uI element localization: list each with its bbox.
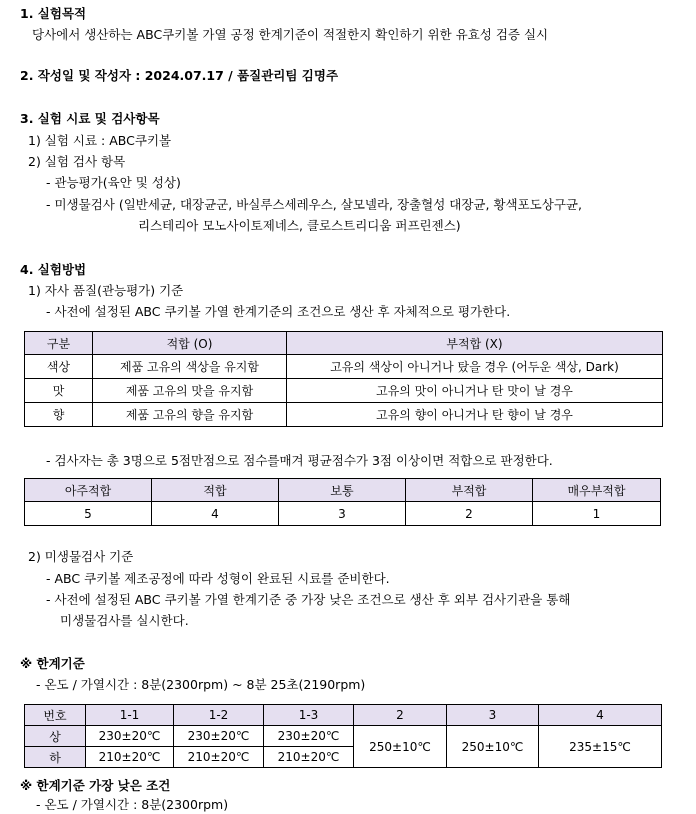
method-1-text: - 사전에 설정된 ABC 쿠키볼 가열 한계기준의 조건으로 생산 후 자체적으로 평가한다. bbox=[46, 304, 511, 319]
method-2-line1: - ABC 쿠키볼 제조공정에 따라 성형이 완료된 시료를 준비한다. bbox=[46, 571, 390, 586]
limit-merged-value: 250±10℃ bbox=[354, 726, 447, 768]
score-header: 적합 bbox=[152, 479, 279, 502]
score-value: 5 bbox=[25, 502, 152, 526]
lowest-heading: ※ 한계기준 가장 낮은 조건 bbox=[20, 778, 171, 793]
limits-table bbox=[24, 704, 662, 768]
table-cell: 제품 고유의 향을 유지함 bbox=[93, 403, 287, 427]
score-header: 보통 bbox=[279, 479, 406, 502]
limits-header: 4 bbox=[539, 705, 662, 726]
table-cell: 향 bbox=[25, 403, 93, 427]
limit-bottom-value: 210±20℃ bbox=[264, 747, 354, 768]
limit-bottom-value: 210±20℃ bbox=[174, 747, 264, 768]
score-header: 아주적합 bbox=[25, 479, 152, 502]
score-table bbox=[24, 478, 661, 526]
row-label-top: 상 bbox=[25, 726, 86, 747]
limits-temp: - 온도 / 가열시간 : 8분(2300rpm) ~ 8분 25초(2190rpm) bbox=[36, 677, 366, 692]
table-cell: 제품 고유의 맛을 유지함 bbox=[93, 379, 287, 403]
limits-header-no: 번호 bbox=[25, 705, 86, 726]
table-cell: 고유의 향이 아니거나 탄 향이 날 경우 bbox=[287, 403, 663, 427]
table-cell: 색상 bbox=[25, 355, 93, 379]
limit-top-value: 230±20℃ bbox=[174, 726, 264, 747]
section-1-text: 당사에서 생산하는 ABC쿠키볼 가열 공정 한계기준이 적절한지 확인하기 위한 유효성 검증 실시 bbox=[32, 27, 549, 42]
limits-header: 1-2 bbox=[174, 705, 264, 726]
limit-merged-value: 250±10℃ bbox=[447, 726, 539, 768]
method-1-title: 1) 자사 품질(관능평가) 기준 bbox=[28, 283, 184, 298]
item-micro-cont: 리스테리아 모노사이토제네스, 클로스트리디움 퍼프린젠스) bbox=[138, 218, 461, 233]
lowest-temp: - 온도 / 가열시간 : 8분(2300rpm) bbox=[36, 797, 229, 812]
item-sensory: - 관능평가(육안 및 성상) bbox=[46, 175, 181, 190]
limits-header: 3 bbox=[447, 705, 539, 726]
method-2-title: 2) 미생물검사 기준 bbox=[28, 549, 134, 564]
sensory-header-category: 구분 bbox=[25, 332, 93, 355]
section-4-heading: 4. 실험방법 bbox=[20, 262, 87, 277]
limits-heading: ※ 한계기준 bbox=[20, 656, 85, 671]
score-value: 3 bbox=[279, 502, 406, 526]
limit-top-value: 230±20℃ bbox=[86, 726, 174, 747]
section-1-heading: 1. 실험목적 bbox=[20, 6, 87, 21]
table-cell: 고유의 색상이 아니거나 탔을 경우 (어두운 색상, Dark) bbox=[287, 355, 663, 379]
sensory-header-fail: 부적합 (X) bbox=[287, 332, 663, 355]
row-label-bottom: 하 bbox=[25, 747, 86, 768]
limit-bottom-value: 210±20℃ bbox=[86, 747, 174, 768]
score-value: 1 bbox=[533, 502, 661, 526]
method-2-line2: - 사전에 설정된 ABC 쿠키볼 가열 한계기준 중 가장 낮은 조건으로 생산 후 외부 검사기관을 통해 bbox=[46, 592, 571, 607]
limits-header: 1-3 bbox=[264, 705, 354, 726]
method-2-line2-cont: 미생물검사를 실시한다. bbox=[60, 613, 189, 628]
limits-header: 2 bbox=[354, 705, 447, 726]
score-value: 4 bbox=[152, 502, 279, 526]
section-3-heading: 3. 실험 시료 및 검사항목 bbox=[20, 111, 160, 126]
sample-line: 1) 실험 시료 : ABC쿠키볼 bbox=[28, 133, 172, 148]
section-2-heading: 2. 작성일 및 작성자 : 2024.07.17 / 품질관리팀 김명주 bbox=[20, 68, 339, 83]
table-cell: 고유의 맛이 아니거나 탄 맛이 날 경우 bbox=[287, 379, 663, 403]
score-header: 부적합 bbox=[406, 479, 533, 502]
limits-header: 1-1 bbox=[86, 705, 174, 726]
table-cell: 맛 bbox=[25, 379, 93, 403]
score-text: - 검사자는 총 3명으로 5점만점으로 점수를매겨 평균점수가 3점 이상이면 적합으로 판정한다. bbox=[46, 453, 553, 468]
table-cell: 제품 고유의 색상을 유지함 bbox=[93, 355, 287, 379]
items-title: 2) 실험 검사 항목 bbox=[28, 154, 126, 169]
sensory-header-pass: 적합 (O) bbox=[93, 332, 287, 355]
sensory-table bbox=[24, 331, 663, 427]
item-micro: - 미생물검사 (일반세균, 대장균군, 바실루스세레우스, 살모넬라, 장출혈성 대장균, 황색포도상구균, bbox=[46, 197, 582, 212]
limit-top-value: 230±20℃ bbox=[264, 726, 354, 747]
score-header: 매우부적합 bbox=[533, 479, 661, 502]
score-value: 2 bbox=[406, 502, 533, 526]
limit-merged-value: 235±15℃ bbox=[539, 726, 662, 768]
